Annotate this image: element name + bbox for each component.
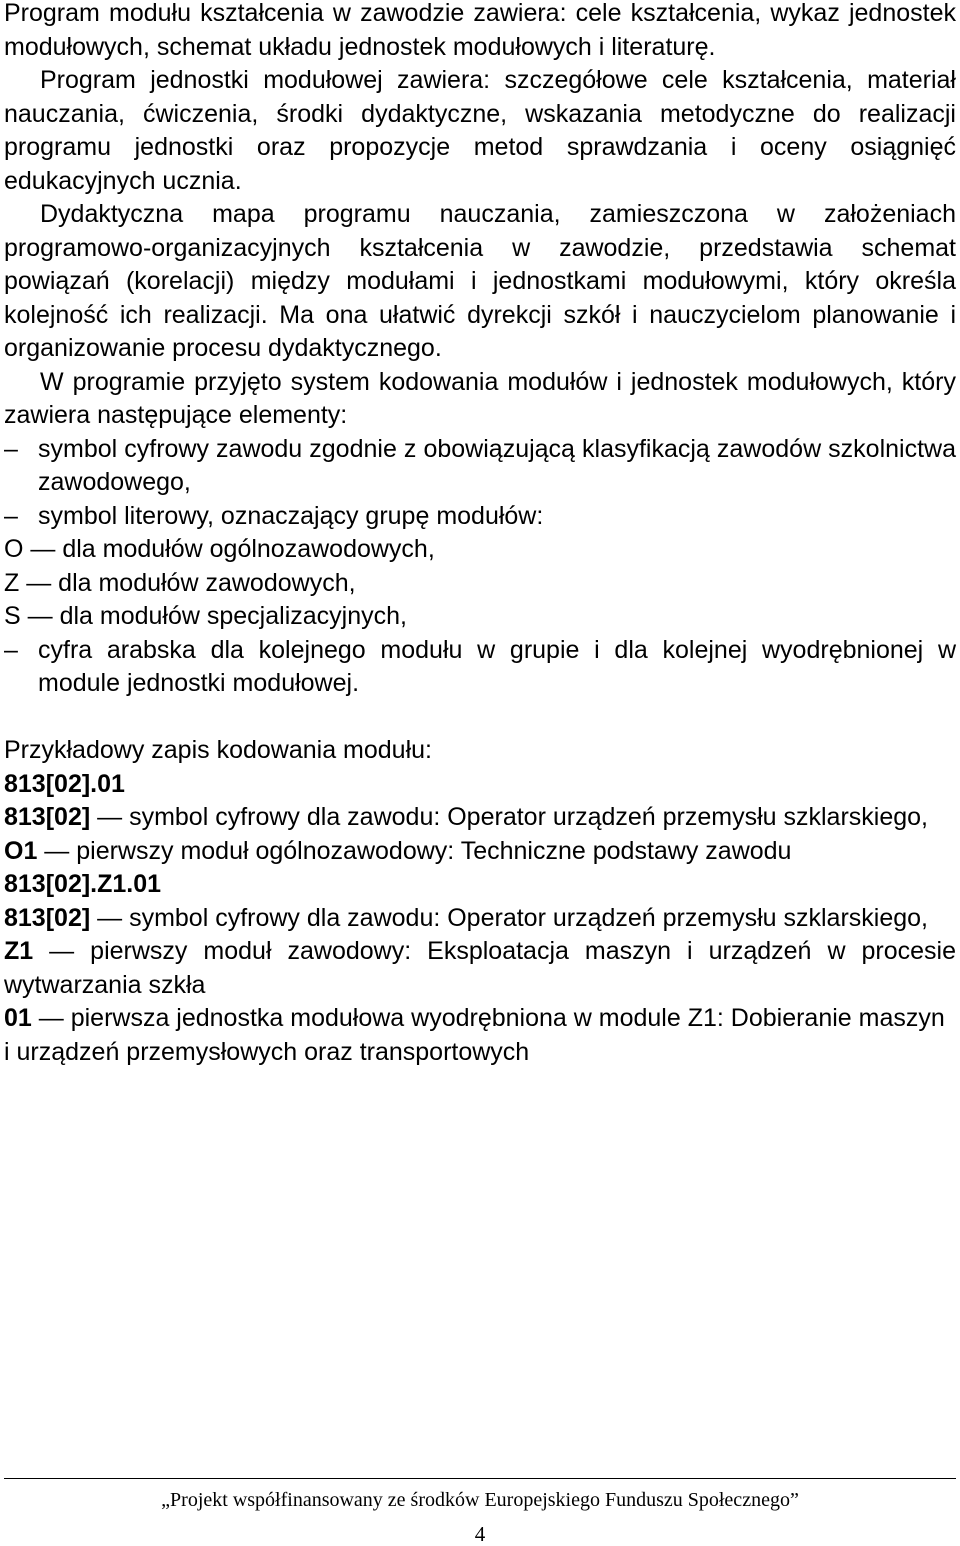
- list-item-text: symbol cyfrowy zawodu zgodnie z obowiązującą klasyfikacją zawodów szkolnictwa zawodowego,: [38, 434, 956, 496]
- code-description: — symbol cyfrowy dla zawodu: Operator urządzeń przemysłu szklarskiego,: [90, 903, 928, 932]
- example-code-2-line-2: [4, 935, 956, 1002]
- dash-bullet: –: [4, 501, 18, 530]
- example-code-2-line-3: [4, 1002, 956, 1069]
- list-item: [4, 433, 956, 500]
- document-body: [4, 0, 956, 1069]
- code-value: 813[02].Z1.01: [4, 870, 162, 898]
- list-item: [4, 634, 956, 701]
- paragraph-module-program: Program modułu kształcenia w zawodzie zawiera: cele kształcenia, wykaz jednostek modułowych, schemat układu jednostek modułowych i literaturę.: [4, 0, 956, 61]
- paragraph-didactic-map: Dydaktyczna mapa programu nauczania, zamieszczona w założeniach programowo-organizacyjnych kształcenia w zawodzie, przedstawia schemat powiązań (korelacji) między modułami i jednostkami modułowymi, który określa kolejność ich realizacji. Ma ona ułatwić dyrekcji szkół i nauczycielom planowanie i organizowanie procesu dydaktycznego.: [4, 200, 956, 362]
- list-item-text: cyfra arabska dla kolejnego modułu w grupie i dla kolejnej wyodrębnionej w module jednostki modułowej.: [38, 635, 956, 697]
- example-code-1: [4, 768, 956, 802]
- code-description: — symbol cyfrowy dla zawodu: Operator urządzeń przemysłu szklarskiego,: [90, 803, 928, 831]
- footer-divider: [4, 1478, 956, 1479]
- spacer: [4, 701, 956, 735]
- list-item-text: symbol literowy, oznaczający grupę modułów:: [38, 501, 544, 530]
- dash-bullet: –: [4, 635, 18, 664]
- group-s-line: S — dla modułów specjalizacyjnych,: [4, 602, 407, 630]
- group-z-line: Z — dla modułów zawodowych,: [4, 568, 356, 597]
- code-segment: Z1: [4, 937, 34, 965]
- code-segment: 813[02]: [4, 803, 91, 831]
- paragraph-coding-system: W programie przyjęto system kodowania modułów i jednostek modułowych, który zawiera następujące elementy:: [4, 367, 956, 429]
- code-description: — pierwszy moduł ogólnozawodowy: Techniczne podstawy zawodu: [37, 836, 792, 865]
- example-code-1-line-1: [4, 801, 956, 835]
- code-segment: 01: [4, 1004, 32, 1032]
- code-value: 813[02].01: [4, 769, 125, 798]
- example-code-1-line-2: [4, 835, 956, 869]
- dash-bullet: –: [4, 434, 18, 463]
- example-code-2: [4, 868, 956, 902]
- code-description: — pierwsza jednostka modułowa wyodrębniona w module Z1: Dobieranie maszyn i urządzeń przemysłowych oraz transportowych: [4, 1004, 945, 1066]
- code-description: — pierwszy moduł zawodowy: Eksploatacja maszyn i urządzeń w procesie wytwarzania szkła: [4, 937, 956, 999]
- footer-funding-note: „Projekt współfinansowany ze środków Europejskiego Funduszu Społecznego”: [161, 1489, 799, 1511]
- example-code-2-line-1: [4, 902, 956, 936]
- paragraph-unit-program: Program jednostki modułowej zawiera: szczegółowe cele kształcenia, materiał nauczania, ćwiczenia, środki dydaktyczne, wskazania metodyczne do realizacji programu jednostki oraz propozycje metod sprawdzania i oceny osiągnięć edukacyjnych ucznia.: [4, 66, 956, 195]
- example-heading: Przykładowy zapis kodowania modułu:: [4, 736, 432, 764]
- page-number: 4: [474, 1522, 486, 1546]
- code-segment: 813[02]: [4, 903, 91, 932]
- group-o-line: O — dla modułów ogólnozawodowych,: [4, 535, 435, 563]
- list-item: [4, 500, 956, 534]
- code-segment: O1: [4, 836, 38, 865]
